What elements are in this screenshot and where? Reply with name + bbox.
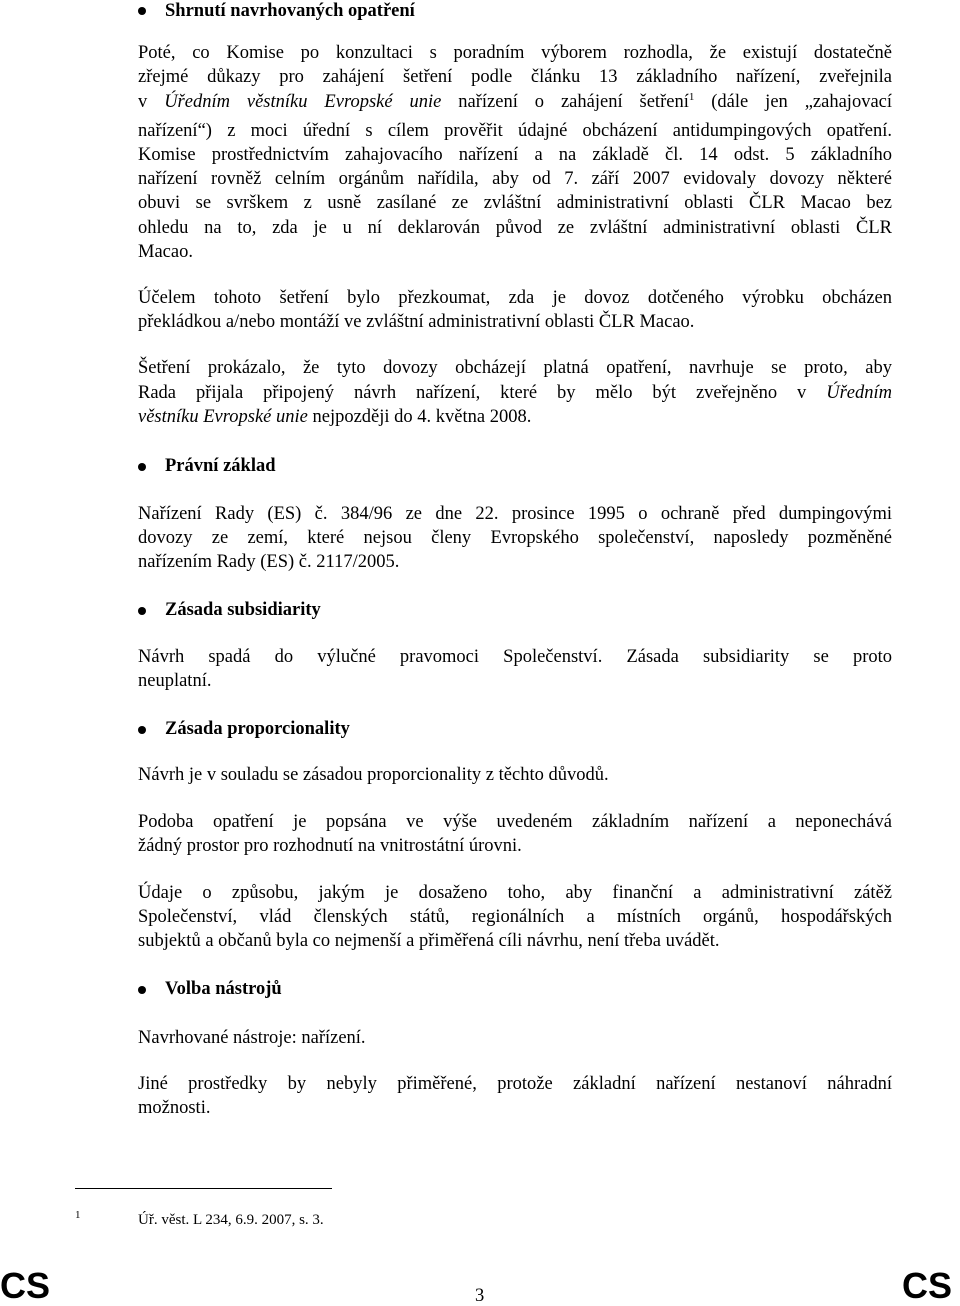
bullet-icon [138, 7, 146, 15]
legal-p1-line2: dovozy ze zemí, které nejsou členy Evropského společenství, naposledy pozměněné [138, 528, 892, 548]
legal-p1-line1: Nařízení Rady (ES) č. 384/96 ze dne 22. prosince 1995 o ochraně před dumpingovými [138, 504, 892, 524]
summary-p1-line5: Komise prostřednictvím zahajovacího nařízení a na základě čl. 14 odst. 5 základního [138, 145, 892, 165]
page-number: 3 [475, 1286, 485, 1306]
summary-p1-line9: Macao. [138, 242, 193, 262]
summary-p1-line3: v Úředním věstníku Evropské unie nařízení o zahájení šetření$^1$ (dále jen „zahajovací [138, 91, 893, 112]
legal-p1-line3: nařízením Rady (ES) č. 2117/2005. [138, 552, 400, 572]
footer-language-left: CS [0, 1265, 51, 1306]
proportionality-p2-line2: žádný prostor pro rozhodnutí na vnitrostátní úrovni. [138, 836, 522, 856]
proportionality-p1-line1: Návrh je v souladu se zásadou proporcionality z těchto důvodů. [138, 765, 609, 785]
summary-p1-line7: obuvi se svrškem z usně zasílané ze zvláštní administrativní oblasti ČLR Macao bez [138, 193, 892, 213]
summary-p2-line2: překládkou a/nebo montáží ve zvláštní administrativní oblasti ČLR Macao. [138, 312, 695, 332]
summary-p1-line1: Poté, co Komise po konzultaci s poradním výborem rozhodla, že existují dostatečně [138, 43, 892, 63]
instruments-p1-line1: Navrhované nástroje: nařízení. [138, 1028, 366, 1048]
proportionality-p2-line1: Podoba opatření je popsána ve výše uvedeném základním nařízení a neponechává [138, 812, 892, 832]
bullet-icon [138, 986, 146, 994]
summary-p3-line3: věstníku Evropské unie nejpozději do 4. května 2008. [138, 407, 532, 427]
footnote-marker: 1 [75, 1209, 81, 1221]
bullet-icon [138, 607, 146, 615]
heading-instruments: Volba nástrojů [165, 979, 282, 999]
proportionality-p3-line3: subjektů a občanů byla co nejmenší a přiměřená cíli návrhu, není třeba uvádět. [138, 931, 720, 951]
instruments-p2-line2: možnosti. [138, 1098, 211, 1118]
bullet-icon [138, 463, 146, 471]
summary-p1-line4: nařízení“) z moci úřední s cílem prověřit údajné obcházení antidumpingových opatření. [138, 121, 892, 141]
summary-p3-line1: Šetření prokázalo, že tyto dovozy obcházejí platná opatření, navrhuje se proto, aby [138, 358, 892, 378]
heading-subsidiarity: Zásada subsidiarity [165, 600, 321, 620]
subsidiarity-p1-line2: neuplatní. [138, 671, 212, 691]
instruments-p2-line1: Jiné prostředky by nebyly přiměřené, protože základní nařízení nestanoví náhradní [138, 1074, 892, 1094]
summary-p1-line8: ohledu na to, zda je u ní deklarován původ ze zvláštní administrativní oblasti ČLR [138, 218, 892, 238]
bullet-icon [138, 726, 146, 734]
footnote-divider [75, 1188, 332, 1189]
summary-p2-line1: Účelem tohoto šetření bylo přezkoumat, zda je dovoz dotčeného výrobku obcházen [138, 288, 892, 308]
footnote-text: Úř. věst. L 234, 6.9. 2007, s. 3. [138, 1212, 324, 1228]
heading-proportionality: Zásada proporcionality [165, 719, 350, 739]
subsidiarity-p1-line1: Návrh spadá do výlučné pravomoci Společenství. Zásada subsidiarity se proto [138, 647, 892, 667]
heading-legal-basis: Právní základ [165, 456, 276, 476]
proportionality-p3-line1: Údaje o způsobu, jakým je dosaženo toho, aby finanční a administrativní zátěž [138, 883, 892, 903]
summary-p3-line2: Rada přijala připojený návrh nařízení, které by mělo být zveřejněno v Úředním [138, 383, 892, 403]
footer-language-right: CS [902, 1265, 953, 1306]
heading-summary: Shrnutí navrhovaných opatření [165, 1, 415, 21]
summary-p1-line2: zřejmé důkazy pro zahájení šetření podle článku 13 základního nařízení, zveřejnila [138, 67, 892, 87]
summary-p1-line6: nařízení rovněž celním orgánům nařídila, aby od 7. září 2007 evidovaly dovozy některé [138, 169, 892, 189]
proportionality-p3-line2: Společenství, vlád členských států, regionálních a místních orgánů, hospodářských [138, 907, 892, 927]
